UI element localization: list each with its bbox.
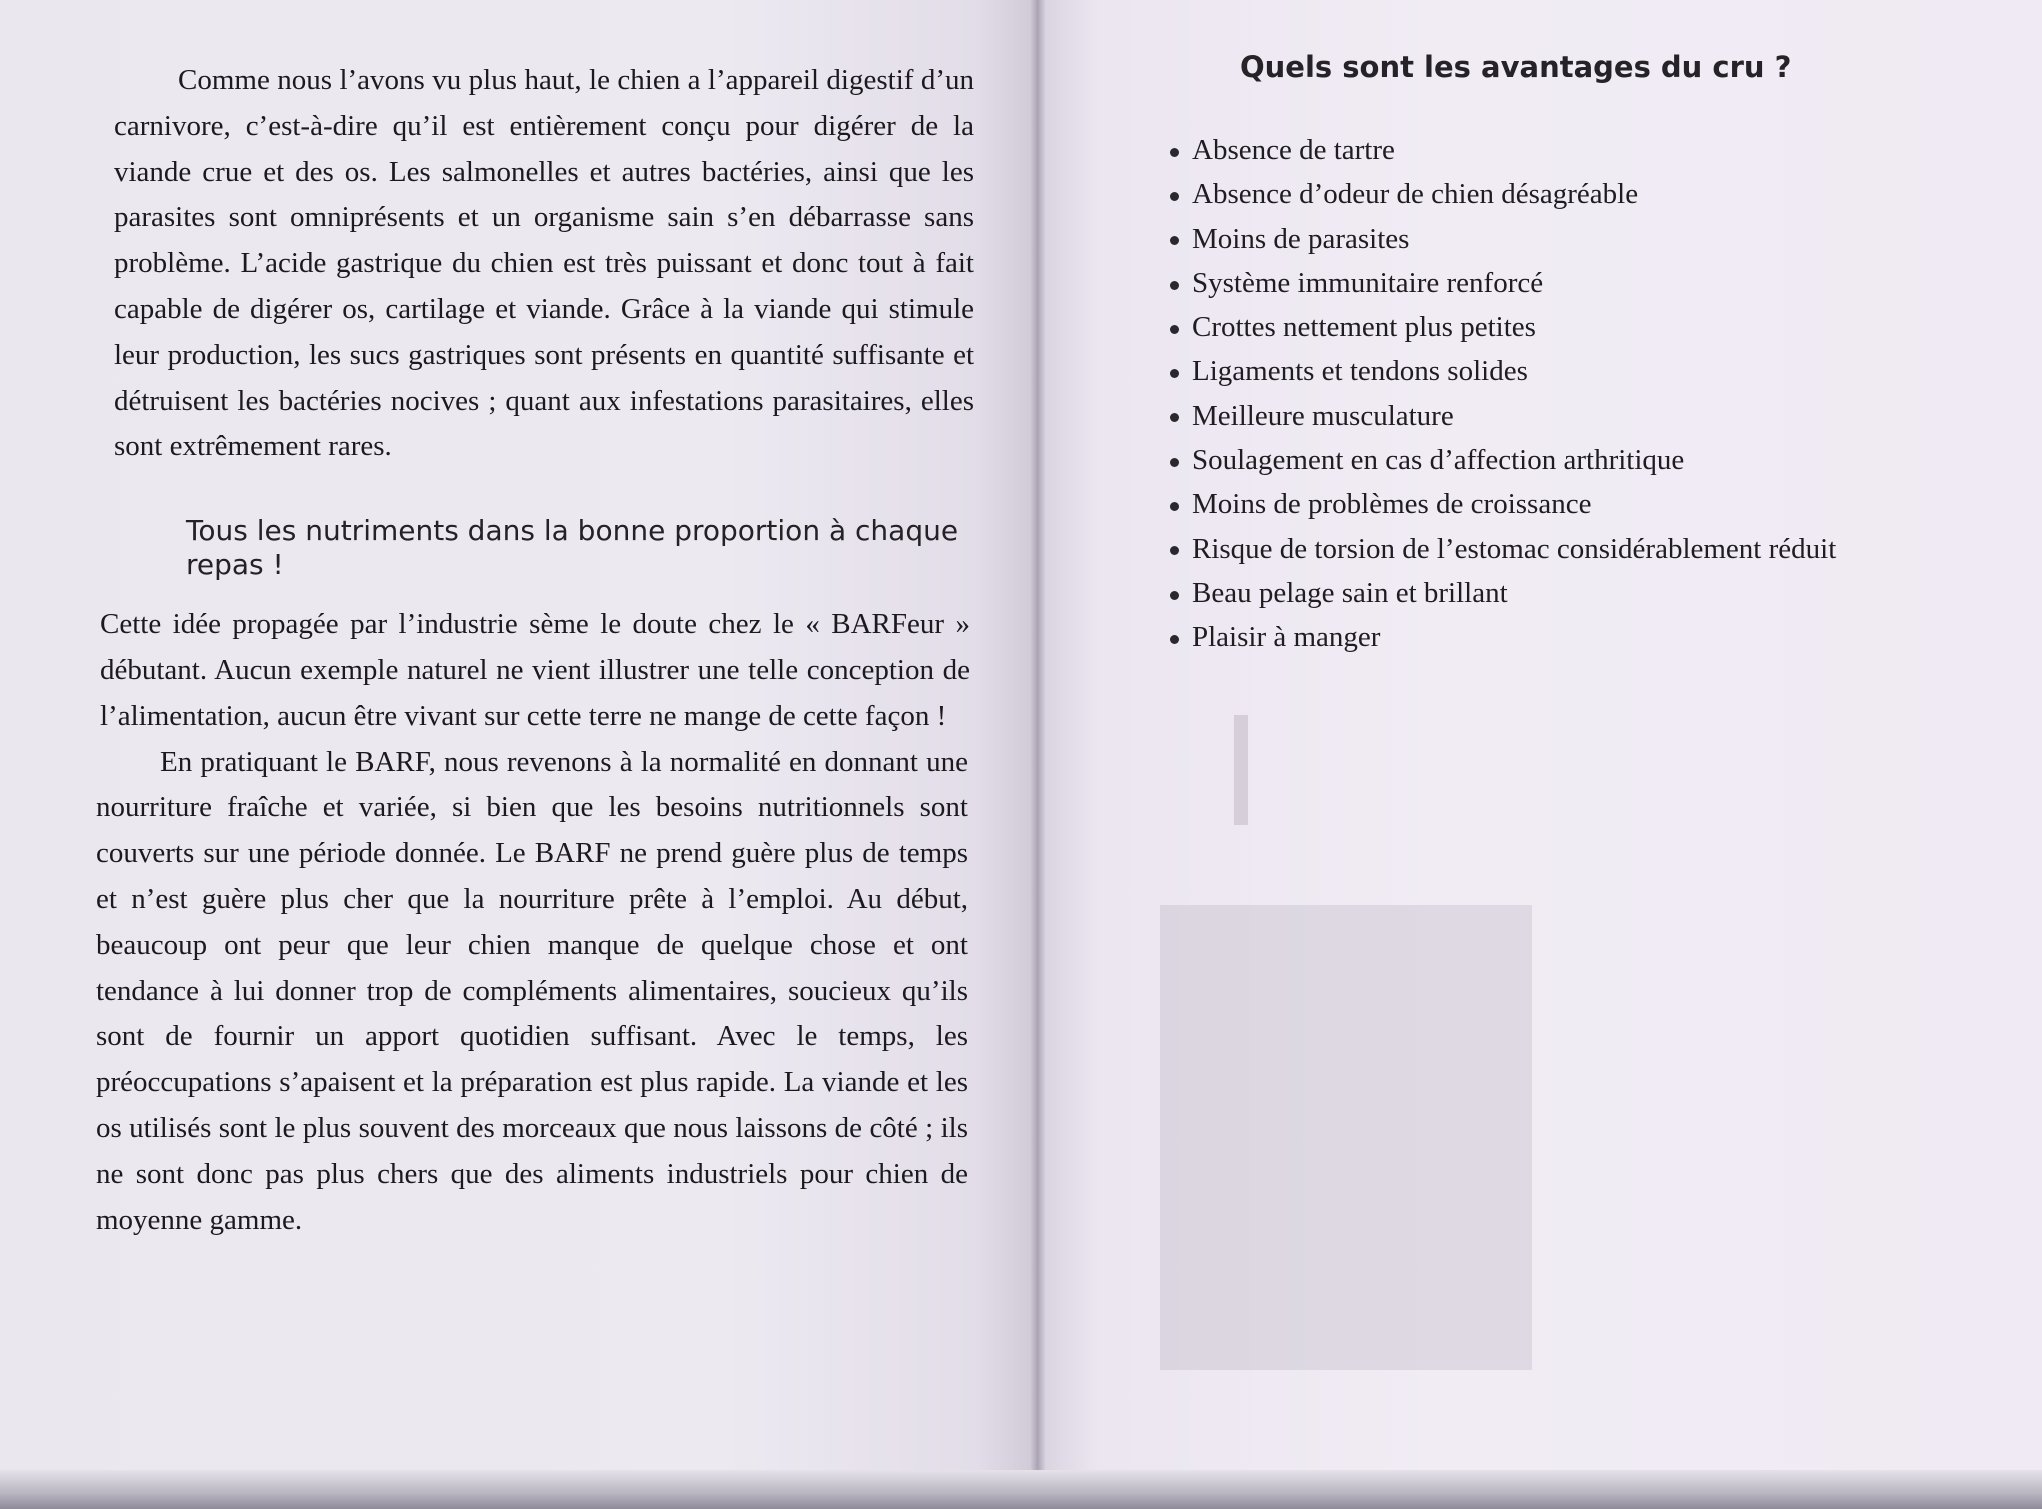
list-item [1162,571,1836,615]
left-page-text [92,58,972,1243]
advantages-list [1162,128,1836,660]
list-item [1162,438,1836,482]
list-item-label: Absence de tartre [1192,134,1395,166]
book-gutter [1030,0,1046,1490]
bullet-icon [1170,281,1179,290]
list-item [1162,305,1836,349]
bullet-icon [1170,413,1179,422]
bullet-icon [1170,236,1179,245]
bullet-icon [1170,502,1179,511]
page-bottom-edge [0,1470,2042,1509]
paragraph-industry-idea: Cette idée propagée par l’industrie sème le doute chez le « BARFeur » débutant. Aucun exemple naturel ne vient illustrer une telle conception de l’alimentation, aucun être vivant sur cette terre ne mange de cette façon ! [100,608,970,732]
bullet-icon [1170,148,1179,157]
bullet-icon [1170,192,1179,201]
bullet-icon [1170,369,1179,378]
list-item-label: Moins de parasites [1192,222,1410,255]
list-item-label: Crottes nettement plus petites [1192,311,1536,344]
list-item [1162,615,1836,659]
bullet-icon [1170,635,1179,644]
list-item-label: Système immunitaire renforcé [1192,266,1544,299]
list-item-label: Meilleure musculature [1192,399,1454,432]
bullet-icon [1170,458,1179,467]
list-item [1162,482,1836,526]
show-through-image-block [1160,905,1532,1370]
list-item-label: Beau pelage sain et brillant [1192,576,1508,609]
list-item-label: Risque de torsion de l’estomac considérablement réduit [1192,532,1837,565]
list-item-label: Soulagement en cas d’affection arthritique [1192,444,1685,477]
list-item [1162,217,1836,261]
bullet-icon [1170,591,1179,600]
bullet-icon [1170,546,1179,555]
list-item-label: Absence d’odeur de chien désagréable [1192,178,1639,211]
section-subheading: Tous les nutriments dans la bonne proportion à chaque repas ! [186,514,959,582]
list-item [1162,394,1836,438]
paragraph-digestion: Comme nous l’avons vu plus haut, le chien a l’appareil digestif d’un carnivore, c’est-à-dire qu’il est entièrement conçu pour digérer de la viande crue et des os. Les salmonelles et autres bactéries, ainsi que les parasites sont omniprésents et un organisme sain s’en débarrasse sans problème. L’acide gastrique du chien est très puissant et donc tout à fait capable de digérer os, cartilage et viande. Grâce à la viande qui stimule leur production, les sucs gastriques sont présents en quantité suffisante et détruisent les bactéries nocives ; quant aux infestations parasitaires, elles sont extrêmement rares. [114,64,974,463]
list-item-label: Moins de problèmes de croissance [1192,488,1592,521]
show-through-bar [1234,715,1248,825]
list-item [1162,172,1836,216]
list-item [1162,349,1836,393]
advantages-heading: Quels sont les avantages du cru ? [1240,50,1792,84]
list-item [1162,128,1836,172]
list-item [1162,527,1836,571]
list-item [1162,261,1836,305]
paragraph-barf-practice: En pratiquant le BARF, nous revenons à la normalité en donnant une nourriture fraîche et variée, si bien que les besoins nutritionnels sont couverts sur une période donnée. Le BARF ne prend guère plus de temps et n’est guère plus cher que la nourriture prête à l’emploi. Au début, beaucoup ont peur que leur chien manque de quelque chose et ont tendance à lui donner trop de compléments alimentaires, soucieux qu’ils sont de fournir un apport quotidien suffisant. Avec le temps, les préoccupations s’apaisent et la préparation est plus rapide. La viande et les os utilisés sont le plus souvent des morceaux que nous laissons de côté ; ils ne sont donc pas plus chers que des aliments industriels pour chien de moyenne gamme. [96,745,968,1236]
bullet-icon [1170,325,1179,334]
list-item-label: Ligaments et tendons solides [1192,355,1528,388]
list-item-label: Plaisir à manger [1192,621,1381,654]
